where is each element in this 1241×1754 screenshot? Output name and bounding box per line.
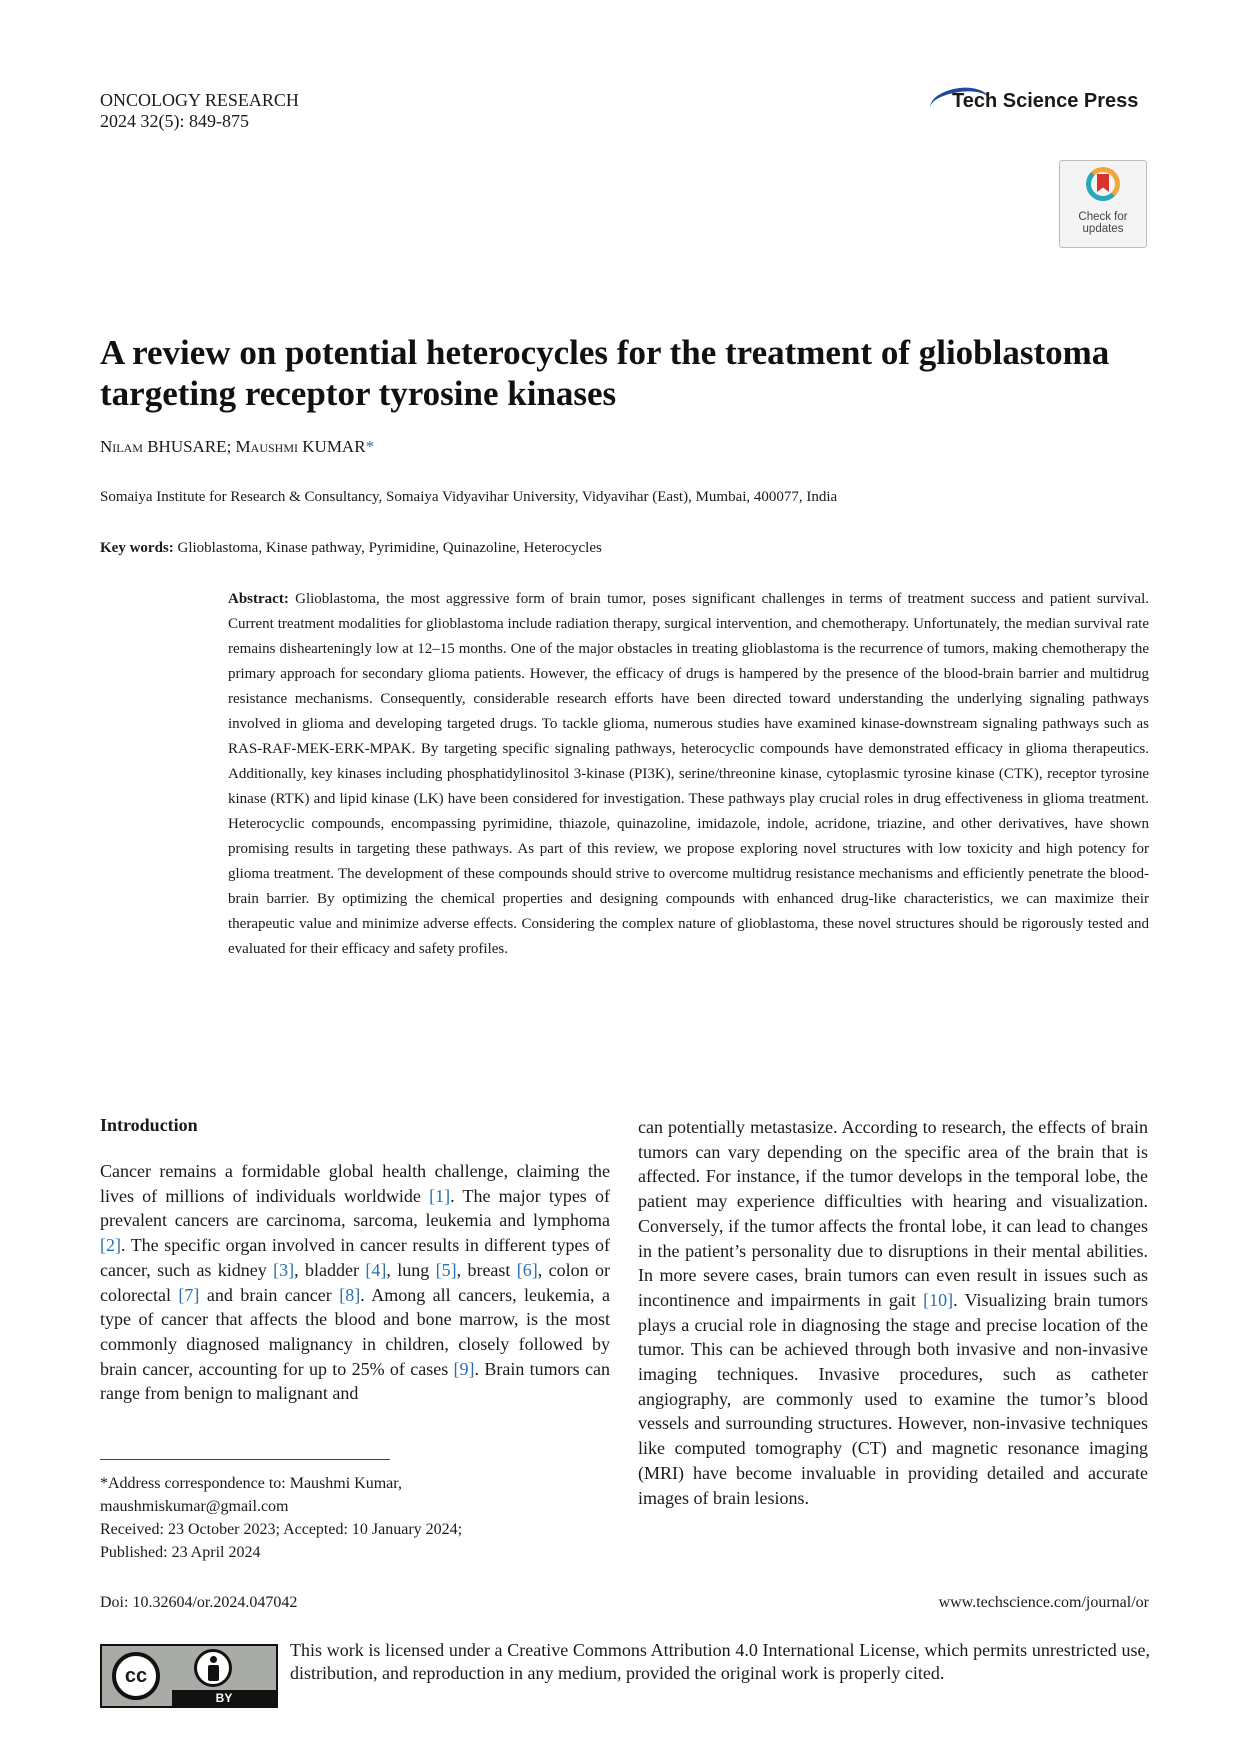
keywords <box>100 540 602 557</box>
published-date: Published: 23 April 2024 <box>100 1544 261 1561</box>
intro-text: can potentially metastasize. According to research, the effects of brain tumors can vary depending on the specific area of the brain that is affected. For instance, if the tumor develops in the temporal lobe, the patient may experience difficulties with hearing and visualization. Conversely, if the tumor affects the frontal lobe, it can lead to changes in the patient’s personality due to disruptions in their mental abilities. In more severe cases, brain tumors can even result in issues such as incontinence and impairments in gait <box>638 1117 1148 1310</box>
footnote-divider <box>100 1459 390 1460</box>
intro-text: . The specific organ involved in cancer results in different types of cancer, such as kidney <box>100 1235 610 1280</box>
attribution-person-icon <box>194 1649 232 1687</box>
intro-text: , breast <box>456 1259 517 1280</box>
author-2-family: KUMAR <box>302 437 366 456</box>
article-title: A review on potential heterocycles for the treatment of glioblastoma targeting receptor tyrosine kinases <box>100 333 1110 413</box>
correspondence-email[interactable]: maushmiskumar@gmail.com <box>100 1498 289 1515</box>
publisher-name: Tech Science Press <box>952 90 1139 112</box>
citation-link-10[interactable]: [10] <box>923 1289 954 1310</box>
keywords-text: Glioblastoma, Kinase pathway, Pyrimidine, Quinazoline, Heterocycles <box>177 540 602 556</box>
intro-text: Cancer remains a formidable global health challenge, claiming the lives of millions of individuals worldwide <box>100 1161 610 1206</box>
citation-link-9[interactable]: [9] <box>453 1358 475 1379</box>
citation-link-4[interactable]: [4] <box>365 1259 387 1280</box>
intro-text: , bladder <box>294 1259 366 1280</box>
doi[interactable]: Doi: 10.32604/or.2024.047042 <box>100 1594 298 1611</box>
author-list <box>100 437 374 457</box>
cc-icon: cc <box>112 1652 160 1700</box>
footnote <box>100 1472 610 1564</box>
author-2-given: Maushmi <box>235 437 299 456</box>
intro-text: and brain cancer <box>199 1284 340 1305</box>
introduction-column-left <box>100 1159 610 1406</box>
abstract-text: Glioblastoma, the most aggressive form of brain tumor, poses significant challenges in terms of treatment success and patient survival. Current treatment modalities for glioblastoma include radiation therapy, surgical intervention, and chemotherapy. Unfortunately, the median survival rate remains dishearteningly low at 12–15 months. One of the major obstacles in treating glioblastoma is the recurrence of tumors, making chemotherapy the primary approach for secondary glioma patients. However, the efficacy of drugs is hampered by the presence of the blood-brain barrier and multidrug resistance mechanisms. Consequently, considerable research efforts have been directed toward understanding the underlying signaling pathways involved in glioma and developing targeted drugs. To tackle glioma, numerous studies have examined kinase-downstream signaling pathways such as RAS-RAF-MEK-ERK-MPAK. By targeting specific signaling pathways, heterocyclic compounds have demonstrated efficacy in glioma therapeutics. Additionally, key kinases including phosphatidylinositol 3-kinase (PI3K), serine/threonine kinase, cytoplasmic tyrosine kinase (CTK), receptor tyrosine kinase (RTK) and lipid kinase (LK) have been considered for investigation. These pathways play crucial roles in drug effectiveness in glioma treatment. Heterocyclic compounds, encompassing pyrimidine, thiazole, quinazoline, imidazole, indole, acridone, triazine, and other derivatives, have shown promising results in targeting these pathways. As part of this review, we propose exploring novel structures with low toxicity and high potency for glioma treatment. The development of these compounds should strive to overcome multidrug resistance mechanisms and efficiently penetrate the blood-brain barrier. By optimizing the chemical properties and designing compounds with enhanced drug-like characteristics, we can maximize their therapeutic value and minimize adverse effects. Considering the complex nature of glioblastoma, these novel structures should be rigorously tested and evaluated for their efficacy and safety profiles. <box>228 591 1150 957</box>
check-for-updates-badge[interactable] <box>1059 160 1147 248</box>
citation-link-1[interactable]: [1] <box>429 1185 451 1206</box>
keywords-label: Key words: <box>100 540 174 556</box>
citation-link-3[interactable]: [3] <box>273 1259 295 1280</box>
citation-link-6[interactable]: [6] <box>516 1259 538 1280</box>
introduction-column-right <box>638 1115 1148 1510</box>
abstract <box>228 587 1149 962</box>
author-1-family: BHUSARE <box>147 437 227 456</box>
introduction-heading: Introduction <box>100 1115 198 1135</box>
intro-text: . Among all cancers, leukemia, a type of cancer that affects the blood and bone marrow, is the most commonly diagnosed malignancy in children, closely followed by brain cancer, accounting for up to 25% of cases <box>100 1284 610 1379</box>
journal-info <box>100 90 299 132</box>
tech-science-press-logo[interactable] <box>930 86 1150 120</box>
journal-name: ONCOLOGY RESEARCH <box>100 90 299 110</box>
citation-link-5[interactable]: [5] <box>435 1259 457 1280</box>
abstract-label: Abstract: <box>228 591 289 607</box>
license-statement: This work is licensed under a Creative Commons Attribution 4.0 International License, which permits unrestricted use, distribution, and reproduction in any medium, provided the original work is properly cited. <box>290 1640 1150 1683</box>
journal-website-link[interactable]: www.techscience.com/journal/or <box>938 1594 1149 1611</box>
check-for-updates-label: Check for updates <box>1078 211 1128 235</box>
citation-link-2[interactable]: [2] <box>100 1235 121 1256</box>
corresponding-author-link[interactable]: * <box>365 437 375 456</box>
creative-commons-badge[interactable] <box>100 1644 278 1708</box>
citation-link-8[interactable]: [8] <box>339 1284 361 1305</box>
intro-text: , lung <box>386 1259 436 1280</box>
intro-text: . The major types of prevalent cancers are carcinoma, sarcoma, leukemia and lymphoma <box>100 1185 610 1231</box>
citation-link-7[interactable]: [7] <box>178 1284 200 1305</box>
journal-citation: 2024 32(5): 849-875 <box>100 111 249 131</box>
affiliation: Somaiya Institute for Research & Consultancy, Somaiya Vidyavihar University, Vidyavihar (East), Mumbai, 400077, India <box>100 489 838 505</box>
intro-text: , colon or colorectal <box>100 1259 610 1305</box>
author-separator: ; <box>226 437 232 456</box>
received-accepted-dates: Received: 23 October 2023; Accepted: 10 January 2024; <box>100 1521 463 1538</box>
author-1-given: Nilam <box>100 437 143 456</box>
cc-by-label: BY <box>172 1690 276 1706</box>
intro-text: . Brain tumors can range from benign to malignant and <box>100 1358 610 1404</box>
correspondence: *Address correspondence to: Maushmi Kumar, <box>100 1475 402 1492</box>
intro-text: . Visualizing brain tumors plays a crucial role in diagnosing the stage and precise location of the tumor. This can be achieved through both invasive and non-invasive imaging techniques. Invasive procedures, such as catheter angiography, are commonly used to examine the tumor’s blood vessels and surrounding structures. However, non-invasive techniques like computed tomography (CT) and magnetic resonance imaging (MRI) have become invaluable in providing detailed and accurate images of brain lesions. <box>638 1289 1148 1508</box>
